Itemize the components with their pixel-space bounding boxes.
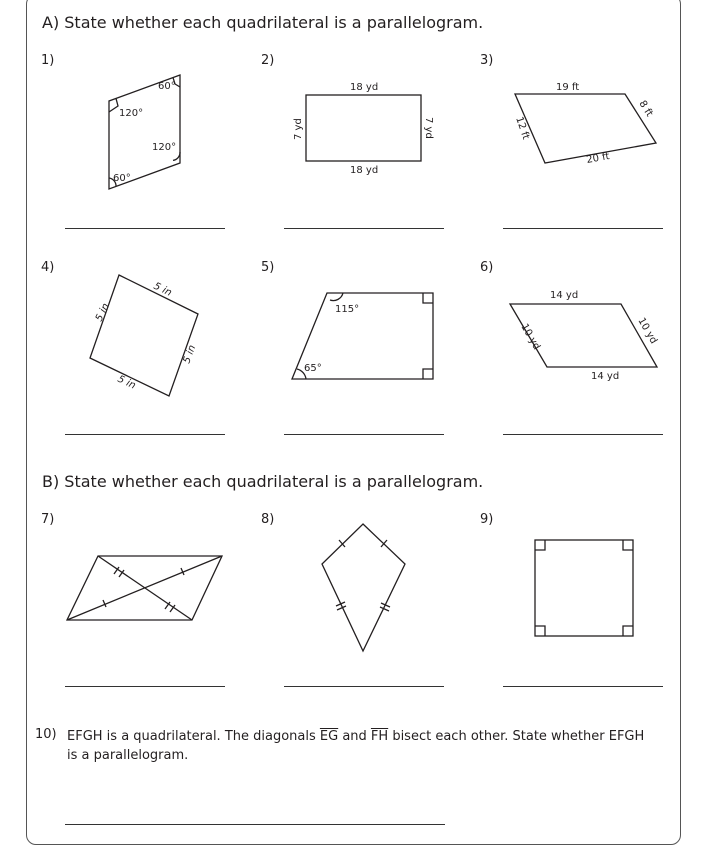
- question-number: 2): [261, 53, 275, 68]
- fig1-angle-right: 120°: [152, 142, 177, 153]
- fig4-right-label: 5 in: [181, 343, 199, 366]
- fig6-bottom-label: 14 yd: [591, 371, 620, 382]
- question-number: 7): [41, 512, 55, 527]
- figure-4-square: [90, 275, 198, 396]
- q10-text-and: and: [338, 729, 371, 744]
- question-number: 9): [480, 512, 494, 527]
- q10-text-end: bisect each other. State whether EFGH is a parallelogram.: [67, 729, 645, 763]
- figure-9-square: [535, 540, 633, 636]
- figure-1-parallelogram: [109, 75, 180, 189]
- fig2-left-label: 7 yd: [293, 118, 304, 140]
- segment-eg: $\overline{EG}$: [319, 729, 339, 744]
- question-number: 3): [480, 53, 494, 68]
- question-number: 8): [261, 512, 275, 527]
- question-number: 6): [480, 260, 494, 275]
- fig2-right-label: 7 yd: [423, 117, 434, 139]
- fig2-top-label: 18 yd: [350, 82, 379, 93]
- figure-7-parallelogram-diagonals: [67, 556, 222, 620]
- fig5-angle-top: 115°: [335, 304, 360, 315]
- fig6-right-label: 10 yd: [635, 316, 660, 346]
- fig3-left-label: 12 ft: [513, 115, 532, 141]
- fig5-angle-bottom: 65°: [304, 363, 322, 374]
- figure-3-quadrilateral: [515, 94, 656, 163]
- fig1-angle-bottom: 60°: [113, 173, 131, 184]
- fig4-top-label: 5 in: [151, 280, 174, 299]
- fig6-left-label: 10 yd: [518, 322, 543, 352]
- fig1-angle-top: 60°: [158, 81, 176, 92]
- q10-text-start: EFGH is a quadrilateral. The diagonals: [67, 729, 320, 744]
- section-b-heading: B) State whether each quadrilateral is a parallelogram.: [42, 472, 484, 491]
- section-a-heading: A) State whether each quadrilateral is a parallelogram.: [42, 13, 484, 32]
- fig3-bottom-label: 20 ft: [585, 151, 611, 166]
- question-number: 4): [41, 260, 55, 275]
- question-number: 10): [35, 727, 57, 742]
- segment-fh: $\overline{FH}$: [370, 729, 389, 744]
- figure-2-rectangle: [306, 95, 421, 161]
- fig3-right-label: 8 ft: [636, 98, 655, 119]
- fig6-top-label: 14 yd: [550, 290, 579, 301]
- fig2-bottom-label: 18 yd: [350, 165, 379, 176]
- question-number: 1): [41, 53, 55, 68]
- question-number: 5): [261, 260, 275, 275]
- fig4-left-label: 5 in: [93, 301, 112, 324]
- fig3-top-label: 19 ft: [556, 82, 580, 93]
- fig1-angle-left: 120°: [119, 108, 144, 119]
- figure-8-kite: [322, 524, 405, 651]
- fig4-bottom-label: 5 in: [115, 373, 138, 392]
